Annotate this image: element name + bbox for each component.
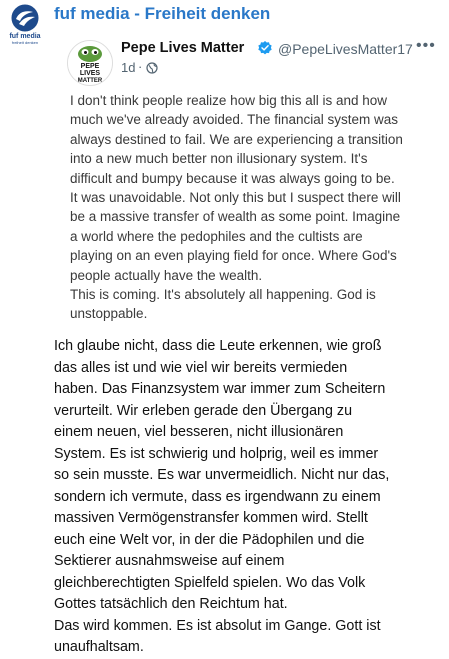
channel-title[interactable]: fuf media - Freiheit denken	[54, 4, 271, 23]
logo-subtext: freiheit denken	[11, 40, 39, 45]
avatar-text-line-1: PEPE	[80, 63, 100, 70]
fuf-media-logo-icon	[11, 4, 39, 32]
translation-text: Ich glaube nicht, dass die Leute erkennen, wie groß das alles ist und wie viel wir bereits vermieden haben. Das Finanzsystem war immer zum Scheitern verurteilt. Wir erleben gerade den Übergang zu einem neuen, viel besseren, nicht illusionären System. Es ist schwierig und holprig, weil es immer so sein musste. Es war unvermeidlich. Nicht nur das, sondern ich vermute, dass es irgendwann zu einem massiven Vermögenstransfer kommen wird. Stellt euch eine Welt vor, in der die Pädophilen und die Sektierer ausnahmsweise auf einem gleichberechtigten Spielfeld spielen. Wo das Volk Gottes tatsächlich den Reichtum hat. Das wird kommen. Es ist absolut im Gange. Gott ist unaufhaltsam.	[54, 338, 390, 655]
tweet-timestamp[interactable]: 1d	[121, 60, 136, 75]
avatar-text-line-2: LIVES	[79, 70, 101, 77]
embedded-tweet	[62, 36, 442, 326]
pepe-avatar-icon	[68, 41, 112, 85]
tweet-author-name[interactable]: Pepe Lives Matter	[121, 40, 245, 56]
tweet-handle[interactable]: @PepeLivesMatter17	[278, 41, 413, 57]
avatar[interactable]	[67, 40, 113, 86]
avatar-text-line-3: MATTER	[77, 78, 103, 84]
globe-icon	[146, 62, 158, 74]
tweet-body-text: I don't think people realize how big this all is and how much we've already avoided. The financial system was always destined to fail. We are experiencing a transition into a new much better non illusionary system. It's difficult and bumpy because it was always going to be. It was unavoidable. Not only this but I suspect there will be a massive transfer of wealth as some point. Imagine a world where the pedophiles and the cultists are playing on an even playing field for once. Where God's people actually have the wealth. This is coming. It's absolutely all happening. God is unstoppable.	[70, 93, 403, 322]
verified-badge-icon	[257, 40, 273, 56]
separator-dot: ·	[138, 59, 143, 74]
channel-logo[interactable]	[6, 4, 44, 48]
logo-text: fuf media	[9, 33, 41, 40]
more-options-icon[interactable]: •••	[416, 37, 436, 54]
